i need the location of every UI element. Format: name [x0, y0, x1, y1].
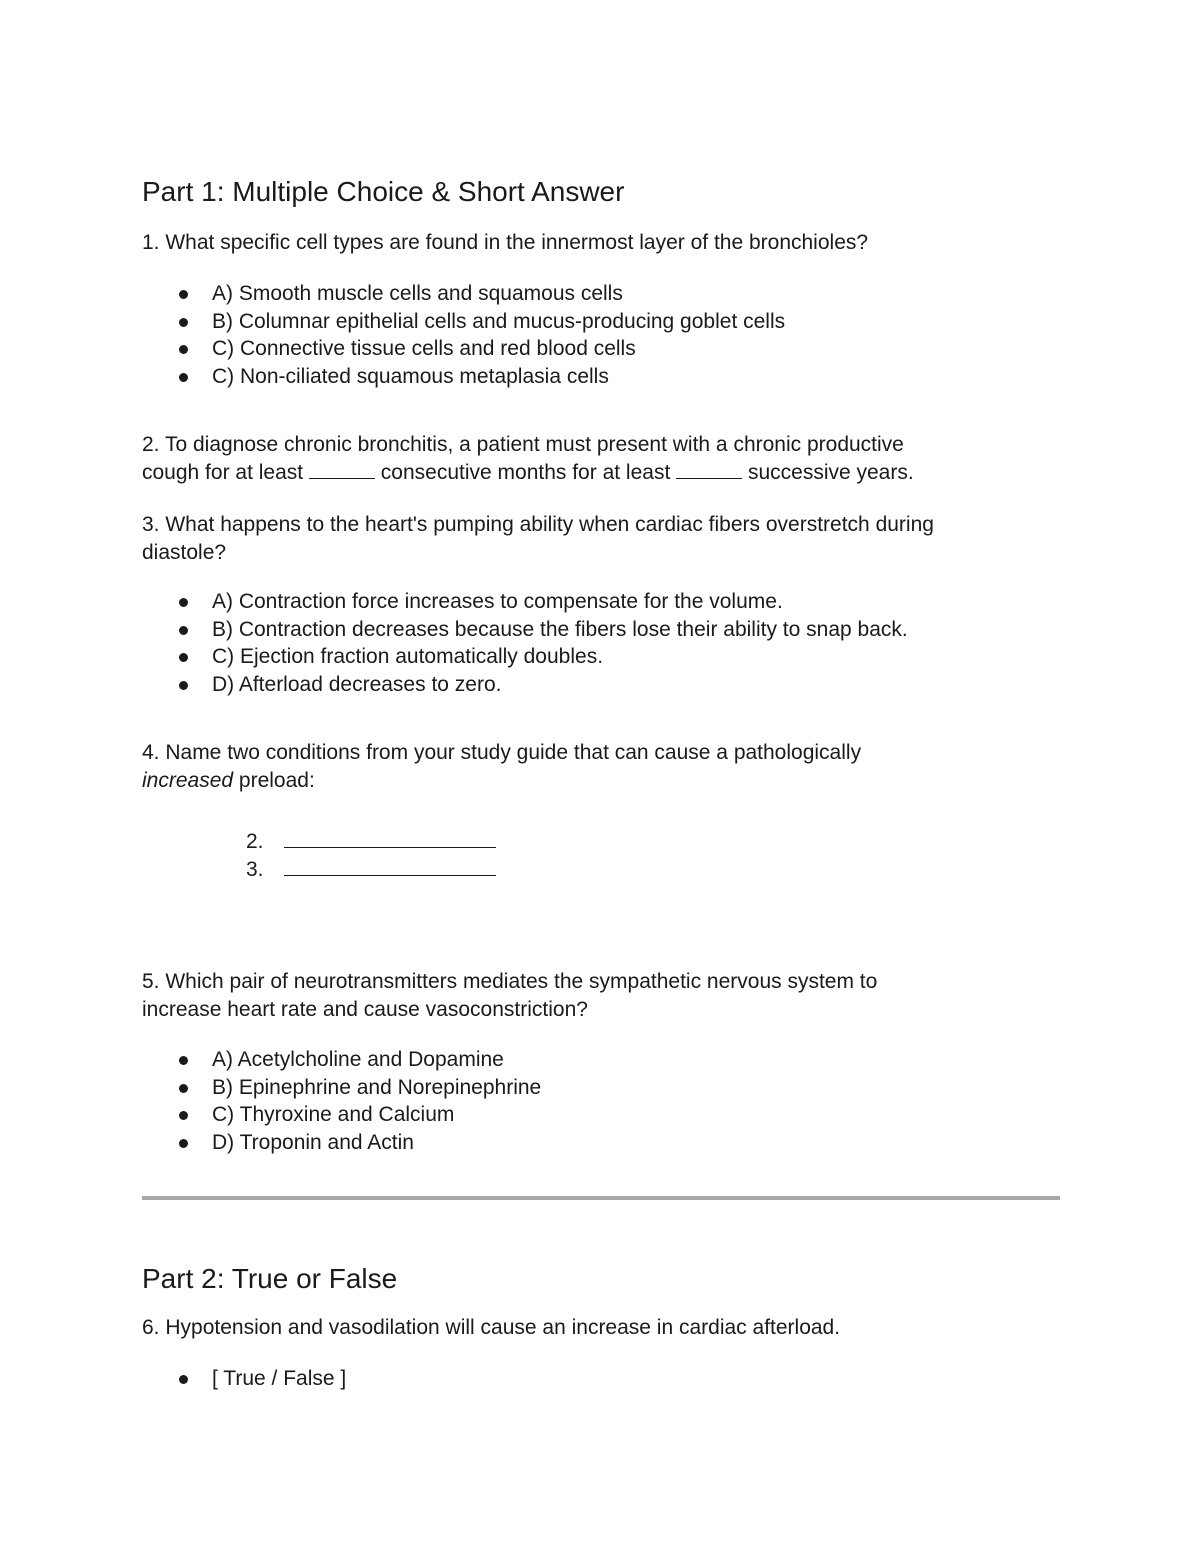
option-label: B) Epinephrine and Norepinephrine	[212, 1075, 542, 1099]
answer-blank-line[interactable]	[284, 829, 496, 848]
bullet-icon	[179, 290, 188, 299]
question-4-blanks	[246, 828, 496, 884]
emphasis-text: increased	[142, 769, 234, 792]
part1-heading: Part 1: Multiple Choice & Short Answer	[142, 176, 625, 207]
option-label: A) Contraction force increases to compensate for the volume.	[212, 590, 783, 613]
question-3-options	[142, 588, 908, 698]
option-item	[142, 1129, 541, 1157]
bullet-icon	[179, 1084, 188, 1093]
bullet-icon	[179, 1375, 188, 1384]
question-5-text	[142, 968, 1042, 1024]
option-label: A) Smooth muscle cells and squamous cells	[212, 282, 623, 305]
option-label: [ True / False ]	[212, 1367, 347, 1390]
bullet-icon	[179, 1111, 188, 1120]
option-label: C) Ejection fraction automatically doubles.	[212, 645, 604, 668]
question-2-text-c: consecutive months for at least	[380, 461, 671, 484]
question-2-text-d: successive years.	[747, 461, 914, 484]
bullet-icon	[179, 1056, 188, 1065]
question-2-text-b: cough for at least	[142, 461, 304, 484]
question-1-text: 1. What specific cell types are found in the innermost layer of the bronchioles?	[142, 231, 869, 254]
option-item	[142, 1101, 541, 1129]
question-6-text: 6. Hypotension and vasodilation will cause an increase in cardiac afterload.	[142, 1316, 841, 1339]
question-5-line-1: 5. Which pair of neurotransmitters mediates the sympathetic nervous system to	[142, 970, 878, 993]
option-item	[142, 588, 908, 616]
question-4-line-2	[142, 767, 1042, 795]
question-3-text	[142, 511, 1042, 567]
question-1-options	[142, 280, 785, 390]
question-2-line-2	[142, 459, 1042, 487]
document-page	[142, 0, 1060, 1553]
option-label: D) Troponin and Actin	[212, 1130, 414, 1154]
question-5-line-2: increase heart rate and cause vasoconstriction?	[142, 998, 588, 1021]
question-2	[142, 431, 1042, 487]
bullet-icon	[179, 345, 188, 354]
question-2-line-1: 2. To diagnose chronic bronchitis, a patient must present with a chronic productive	[142, 433, 904, 456]
part2-heading: Part 2: True or False	[142, 1263, 398, 1294]
bullet-icon	[179, 626, 188, 635]
option-label: D) Afterload decreases to zero.	[212, 672, 502, 696]
bullet-icon	[179, 373, 188, 382]
answer-blank-item	[246, 856, 496, 884]
answer-blank-item	[246, 828, 496, 856]
question-3-line-1: 3. What happens to the heart's pumping ability when cardiac fibers overstretch during	[142, 513, 934, 536]
option-item	[142, 1046, 541, 1074]
bullet-icon	[179, 318, 188, 327]
option-item	[142, 335, 785, 363]
answer-blank-years[interactable]	[676, 460, 742, 479]
bullet-icon	[179, 598, 188, 607]
option-item	[142, 671, 908, 699]
bullet-icon	[179, 1139, 188, 1148]
question-4-line-2-rest: preload:	[233, 769, 315, 792]
option-item	[142, 363, 785, 391]
option-item	[142, 616, 908, 644]
bullet-icon	[179, 681, 188, 690]
section-divider	[142, 1196, 1060, 1200]
option-item	[142, 308, 785, 336]
question-6-options	[142, 1365, 346, 1393]
blank-number: 2.	[246, 830, 264, 853]
blank-number: 3.	[246, 858, 264, 881]
question-5-options	[142, 1046, 541, 1156]
option-label: B) Columnar epithelial cells and mucus-producing goblet cells	[212, 309, 786, 333]
option-label: C) Thyroxine and Calcium	[212, 1103, 455, 1126]
option-label: C) Non-ciliated squamous metaplasia cells	[212, 364, 609, 388]
question-3-line-2: diastole?	[142, 541, 227, 564]
option-label: A) Acetylcholine and Dopamine	[212, 1048, 504, 1071]
option-label: C) Connective tissue cells and red blood cells	[212, 337, 636, 360]
option-label: B) Contraction decreases because the fibers lose their ability to snap back.	[212, 617, 908, 641]
bullet-icon	[179, 653, 188, 662]
option-item	[142, 280, 785, 308]
question-4-text	[142, 739, 1042, 795]
option-item	[142, 643, 908, 671]
option-item	[142, 1365, 346, 1393]
answer-blank-line[interactable]	[284, 857, 496, 876]
question-4-line-1: 4. Name two conditions from your study guide that can cause a pathologically	[142, 741, 862, 764]
answer-blank-months[interactable]	[309, 460, 375, 479]
option-item	[142, 1074, 541, 1102]
